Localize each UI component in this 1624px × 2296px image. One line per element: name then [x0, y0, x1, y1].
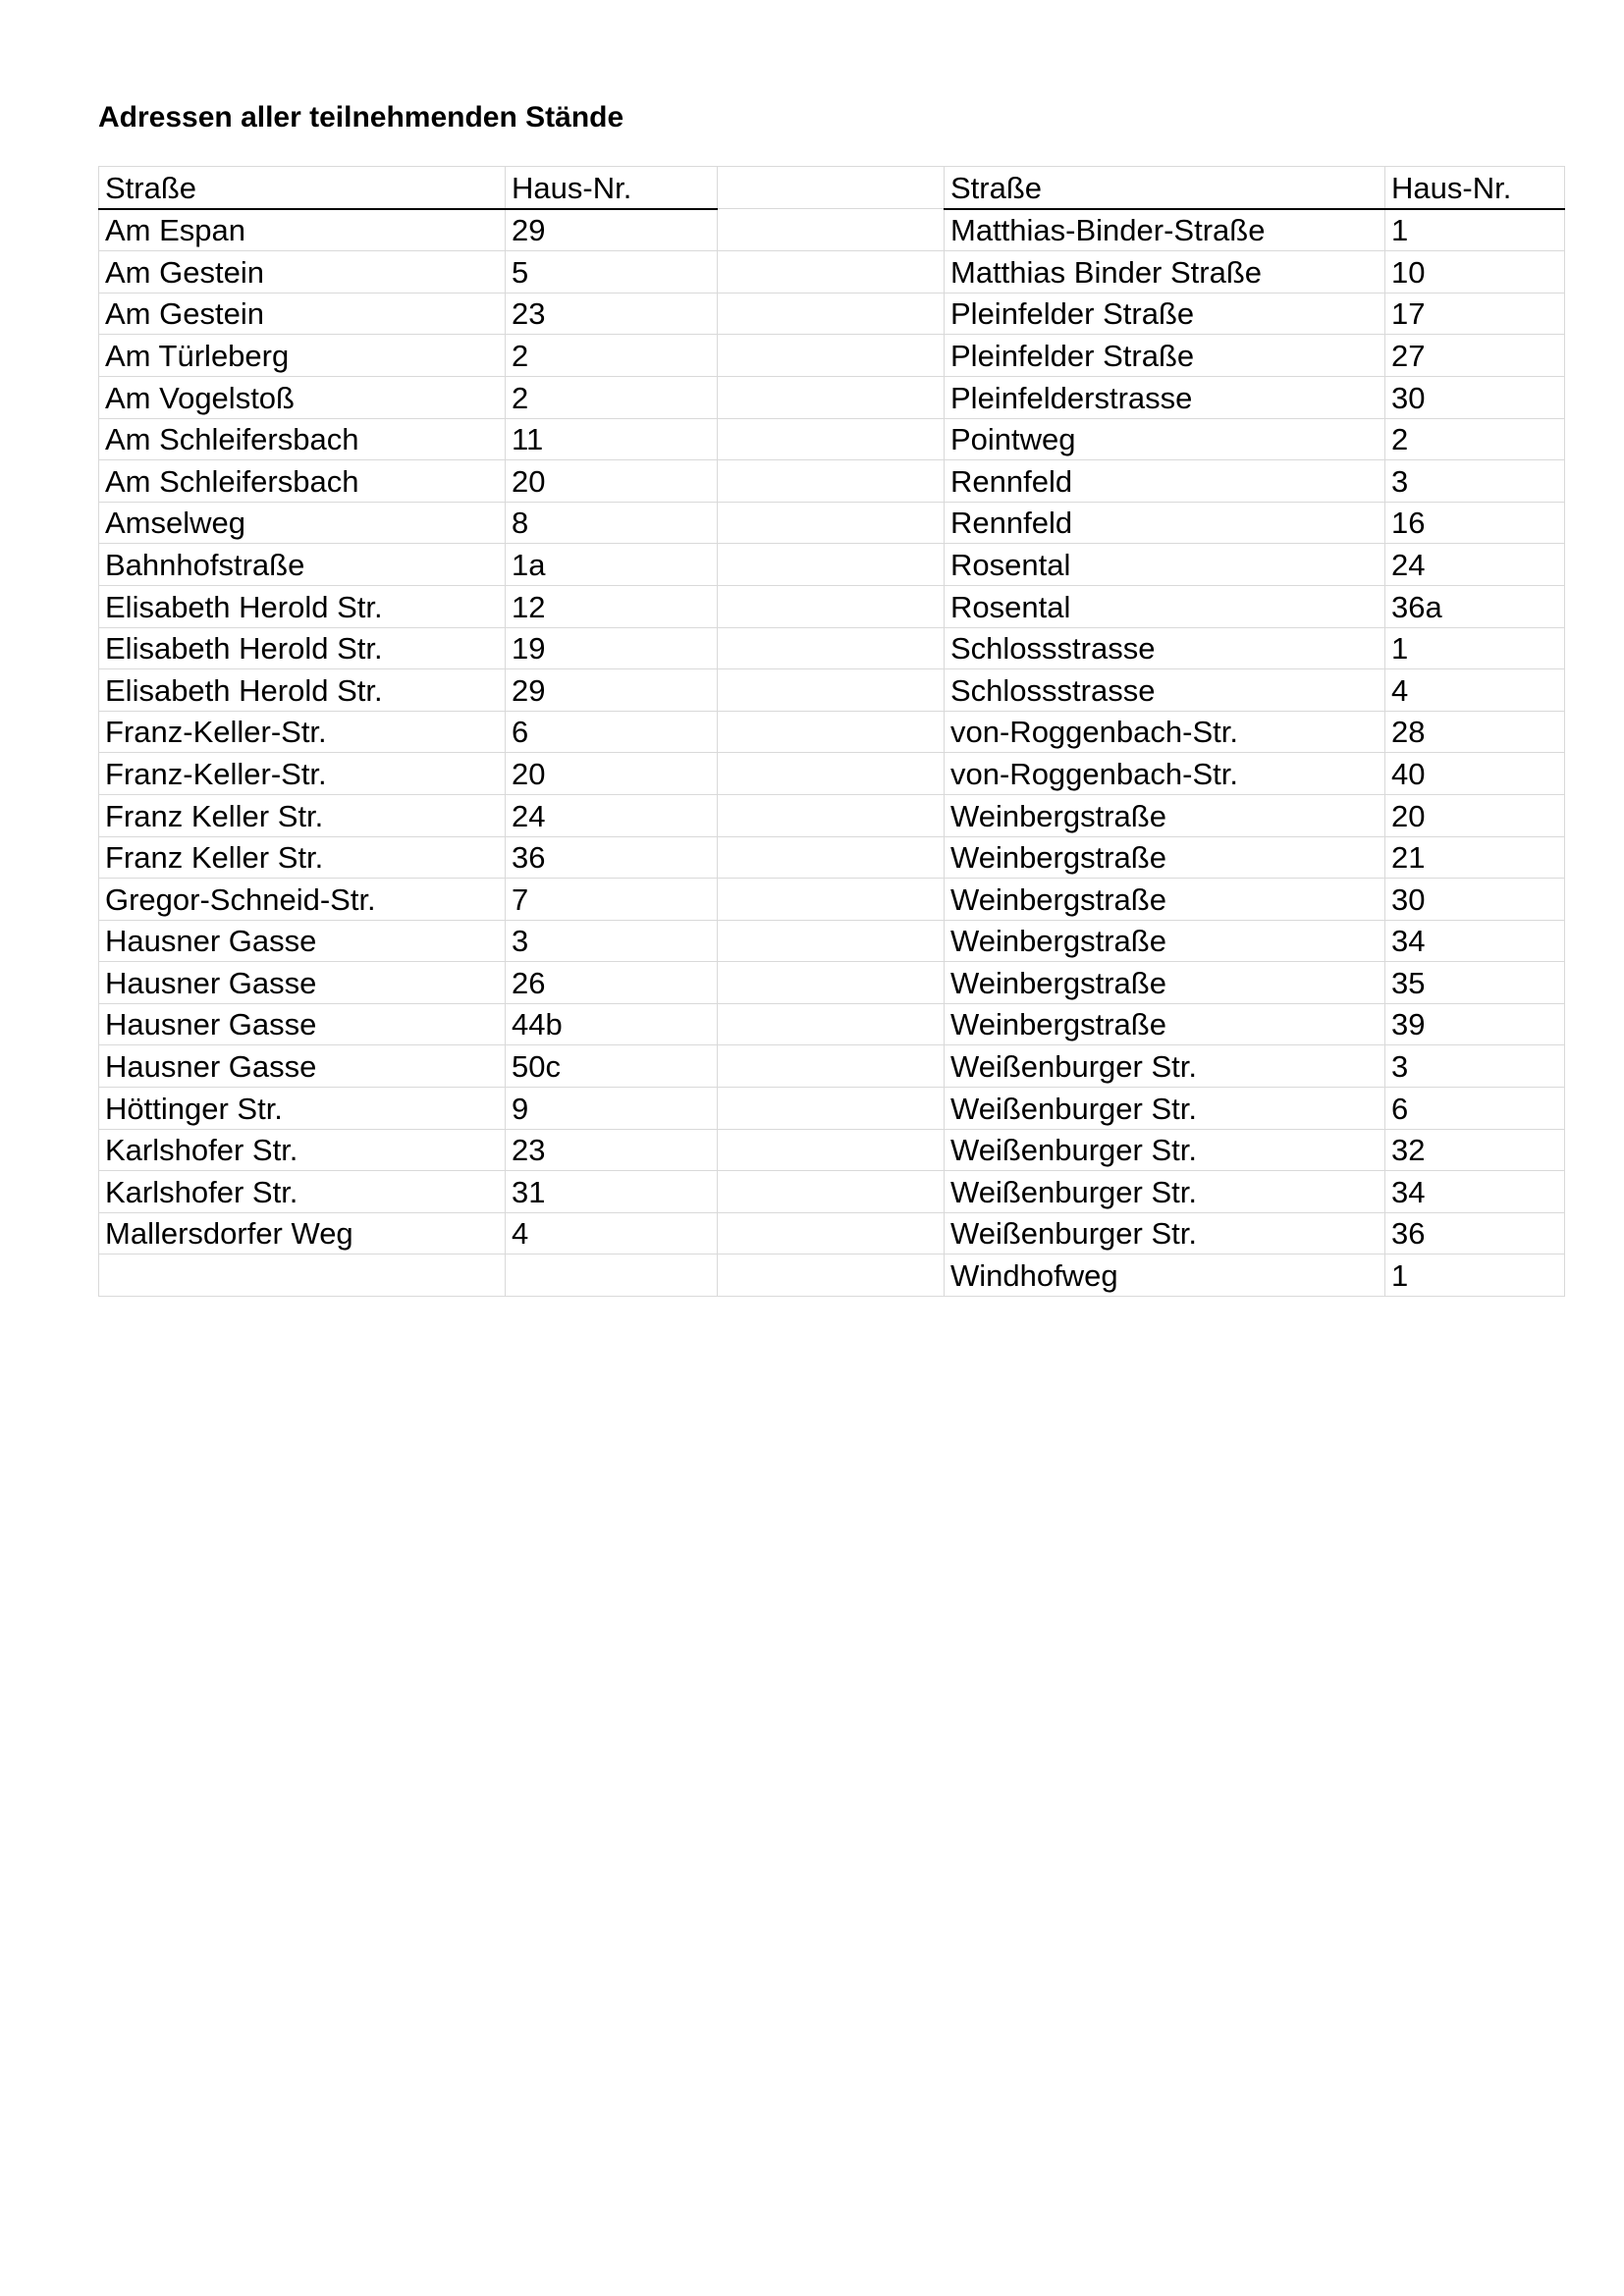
street-cell-right: Pointweg — [945, 418, 1385, 460]
street-cell-right: Pleinfelderstrasse — [945, 376, 1385, 418]
number-cell-left: 29 — [506, 669, 718, 712]
street-cell-right: Weinbergstraße — [945, 920, 1385, 962]
table-row — [99, 1212, 1565, 1255]
table-row — [99, 1003, 1565, 1045]
number-cell-right: 34 — [1385, 1171, 1565, 1213]
number-cell-left: 50c — [506, 1045, 718, 1088]
table-row — [99, 502, 1565, 544]
street-cell-left: Amselweg — [99, 502, 506, 544]
number-cell-left: 20 — [506, 460, 718, 503]
number-cell-right: 30 — [1385, 879, 1565, 921]
spacer-cell — [718, 1255, 945, 1297]
header-number-left: Haus-Nr. — [506, 167, 718, 209]
page-title: Adressen aller teilnehmenden Stände — [98, 101, 624, 133]
number-cell-right: 1 — [1385, 209, 1565, 251]
spacer-cell — [718, 794, 945, 836]
street-cell-left: Elisabeth Herold Str. — [99, 669, 506, 712]
number-cell-right: 10 — [1385, 251, 1565, 294]
street-cell-left — [99, 1255, 506, 1297]
number-cell-right: 17 — [1385, 293, 1565, 335]
street-cell-left: Franz-Keller-Str. — [99, 711, 506, 753]
street-cell-left: Am Gestein — [99, 251, 506, 294]
street-cell-right: Weißenburger Str. — [945, 1088, 1385, 1130]
table-row — [99, 836, 1565, 879]
spacer-cell — [718, 502, 945, 544]
table-row — [99, 627, 1565, 669]
spacer-cell — [718, 627, 945, 669]
table-row — [99, 544, 1565, 586]
table-row — [99, 1045, 1565, 1088]
table-row — [99, 1129, 1565, 1171]
number-cell-right: 32 — [1385, 1129, 1565, 1171]
spacer-cell — [718, 544, 945, 586]
header-row — [99, 167, 1565, 209]
number-cell-right: 34 — [1385, 920, 1565, 962]
spacer-cell — [718, 209, 945, 251]
spacer-cell — [718, 1003, 945, 1045]
number-cell-left: 8 — [506, 502, 718, 544]
number-cell-right: 36a — [1385, 585, 1565, 627]
spacer-cell — [718, 669, 945, 712]
number-cell-left: 36 — [506, 836, 718, 879]
spacer-cell — [718, 585, 945, 627]
table-row — [99, 376, 1565, 418]
number-cell-right: 1 — [1385, 1255, 1565, 1297]
number-cell-right: 27 — [1385, 335, 1565, 377]
table-row — [99, 669, 1565, 712]
street-cell-left: Franz Keller Str. — [99, 836, 506, 879]
number-cell-left: 24 — [506, 794, 718, 836]
street-cell-right: Weißenburger Str. — [945, 1045, 1385, 1088]
number-cell-right: 16 — [1385, 502, 1565, 544]
table-row — [99, 794, 1565, 836]
number-cell-left: 23 — [506, 293, 718, 335]
table-row — [99, 879, 1565, 921]
number-cell-left: 26 — [506, 962, 718, 1004]
spacer-cell — [718, 167, 945, 209]
street-cell-right: Rennfeld — [945, 460, 1385, 503]
table-row — [99, 335, 1565, 377]
street-cell-right: Weinbergstraße — [945, 794, 1385, 836]
spacer-cell — [718, 1088, 945, 1130]
street-cell-left: Karlshofer Str. — [99, 1171, 506, 1213]
number-cell-left: 7 — [506, 879, 718, 921]
table-row — [99, 418, 1565, 460]
number-cell-left: 20 — [506, 753, 718, 795]
number-cell-left: 12 — [506, 585, 718, 627]
number-cell-left: 31 — [506, 1171, 718, 1213]
street-cell-right: Weinbergstraße — [945, 836, 1385, 879]
number-cell-right: 3 — [1385, 1045, 1565, 1088]
spacer-cell — [718, 1212, 945, 1255]
header-street-left: Straße — [99, 167, 506, 209]
street-cell-right: Pleinfelder Straße — [945, 293, 1385, 335]
street-cell-right: Schlossstrasse — [945, 669, 1385, 712]
street-cell-right: Pleinfelder Straße — [945, 335, 1385, 377]
street-cell-left: Am Gestein — [99, 293, 506, 335]
number-cell-right: 35 — [1385, 962, 1565, 1004]
number-cell-right: 36 — [1385, 1212, 1565, 1255]
number-cell-right: 6 — [1385, 1088, 1565, 1130]
spacer-cell — [718, 836, 945, 879]
street-cell-left: Höttinger Str. — [99, 1088, 506, 1130]
number-cell-left: 44b — [506, 1003, 718, 1045]
spacer-cell — [718, 920, 945, 962]
table-row — [99, 711, 1565, 753]
spacer-cell — [718, 376, 945, 418]
header-street-right: Straße — [945, 167, 1385, 209]
table-row — [99, 920, 1565, 962]
street-cell-right: Weinbergstraße — [945, 1003, 1385, 1045]
table-row — [99, 962, 1565, 1004]
number-cell-right: 30 — [1385, 376, 1565, 418]
address-table-body — [99, 167, 1565, 1297]
street-cell-left: Hausner Gasse — [99, 1045, 506, 1088]
number-cell-right: 28 — [1385, 711, 1565, 753]
table-row — [99, 1255, 1565, 1297]
spacer-cell — [718, 293, 945, 335]
table-row — [99, 460, 1565, 503]
street-cell-left: Hausner Gasse — [99, 1003, 506, 1045]
street-cell-left: Mallersdorfer Weg — [99, 1212, 506, 1255]
street-cell-right: Rosental — [945, 585, 1385, 627]
table-row — [99, 293, 1565, 335]
number-cell-right: 2 — [1385, 418, 1565, 460]
number-cell-right: 40 — [1385, 753, 1565, 795]
table-row — [99, 1088, 1565, 1130]
street-cell-left: Elisabeth Herold Str. — [99, 585, 506, 627]
table-row — [99, 251, 1565, 294]
street-cell-right: Weißenburger Str. — [945, 1212, 1385, 1255]
street-cell-left: Elisabeth Herold Str. — [99, 627, 506, 669]
street-cell-right: Matthias Binder Straße — [945, 251, 1385, 294]
street-cell-left: Am Espan — [99, 209, 506, 251]
street-cell-right: Windhofweg — [945, 1255, 1385, 1297]
spacer-cell — [718, 335, 945, 377]
number-cell-right: 1 — [1385, 627, 1565, 669]
street-cell-left: Franz-Keller-Str. — [99, 753, 506, 795]
number-cell-left: 2 — [506, 335, 718, 377]
spacer-cell — [718, 460, 945, 503]
street-cell-right: Weinbergstraße — [945, 879, 1385, 921]
street-cell-left: Hausner Gasse — [99, 920, 506, 962]
spacer-cell — [718, 1129, 945, 1171]
street-cell-left: Gregor-Schneid-Str. — [99, 879, 506, 921]
spacer-cell — [718, 1171, 945, 1213]
table-row — [99, 585, 1565, 627]
street-cell-right: von-Roggenbach-Str. — [945, 711, 1385, 753]
street-cell-right: Schlossstrasse — [945, 627, 1385, 669]
street-cell-right: Matthias-Binder-Straße — [945, 209, 1385, 251]
number-cell-left: 1a — [506, 544, 718, 586]
number-cell-right: 24 — [1385, 544, 1565, 586]
number-cell-left: 5 — [506, 251, 718, 294]
street-cell-right: Weinbergstraße — [945, 962, 1385, 1004]
street-cell-right: Rennfeld — [945, 502, 1385, 544]
street-cell-right: Rosental — [945, 544, 1385, 586]
spacer-cell — [718, 1045, 945, 1088]
spacer-cell — [718, 251, 945, 294]
table-row — [99, 1171, 1565, 1213]
number-cell-left — [506, 1255, 718, 1297]
number-cell-left: 2 — [506, 376, 718, 418]
spacer-cell — [718, 879, 945, 921]
number-cell-right: 20 — [1385, 794, 1565, 836]
street-cell-left: Am Türleberg — [99, 335, 506, 377]
street-cell-left: Karlshofer Str. — [99, 1129, 506, 1171]
street-cell-left: Hausner Gasse — [99, 962, 506, 1004]
number-cell-left: 6 — [506, 711, 718, 753]
number-cell-right: 39 — [1385, 1003, 1565, 1045]
number-cell-left: 3 — [506, 920, 718, 962]
spacer-cell — [718, 711, 945, 753]
number-cell-left: 19 — [506, 627, 718, 669]
street-cell-left: Bahnhofstraße — [99, 544, 506, 586]
table-row — [99, 209, 1565, 251]
number-cell-right: 3 — [1385, 460, 1565, 503]
number-cell-left: 29 — [506, 209, 718, 251]
spacer-cell — [718, 962, 945, 1004]
spacer-cell — [718, 753, 945, 795]
street-cell-right: von-Roggenbach-Str. — [945, 753, 1385, 795]
spacer-cell — [718, 418, 945, 460]
street-cell-right: Weißenburger Str. — [945, 1171, 1385, 1213]
street-cell-left: Am Schleifersbach — [99, 418, 506, 460]
street-cell-left: Am Schleifersbach — [99, 460, 506, 503]
header-number-right: Haus-Nr. — [1385, 167, 1565, 209]
number-cell-left: 4 — [506, 1212, 718, 1255]
number-cell-right: 21 — [1385, 836, 1565, 879]
street-cell-right: Weißenburger Str. — [945, 1129, 1385, 1171]
number-cell-left: 9 — [506, 1088, 718, 1130]
number-cell-right: 4 — [1385, 669, 1565, 712]
address-table — [98, 166, 1565, 1297]
number-cell-left: 23 — [506, 1129, 718, 1171]
street-cell-left: Am Vogelstoß — [99, 376, 506, 418]
table-row — [99, 753, 1565, 795]
street-cell-left: Franz Keller Str. — [99, 794, 506, 836]
number-cell-left: 11 — [506, 418, 718, 460]
